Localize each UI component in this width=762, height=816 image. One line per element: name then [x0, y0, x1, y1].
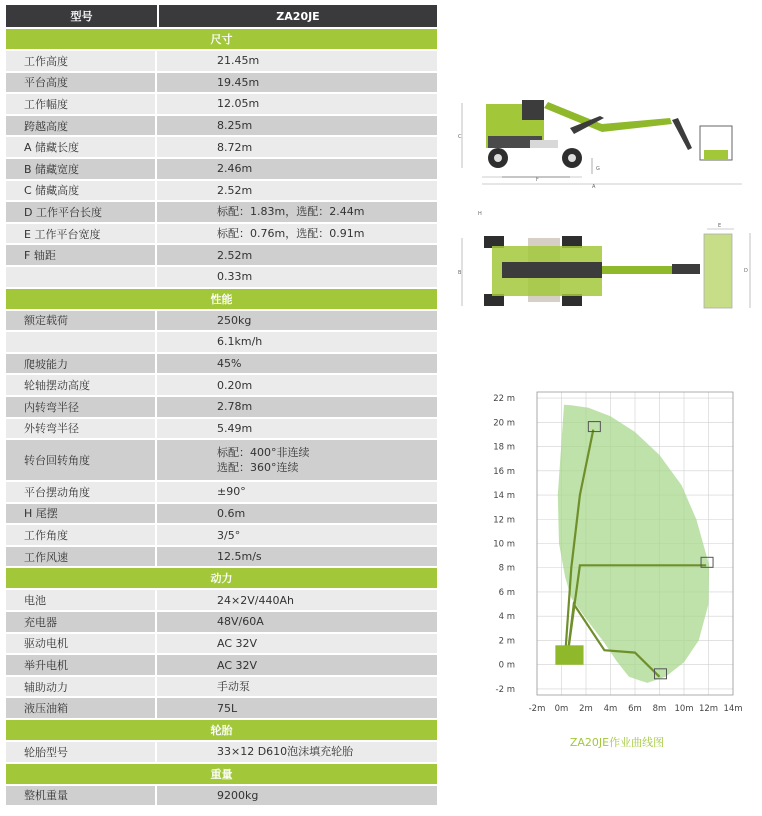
spec-value: 19.45m [157, 73, 437, 93]
spec-label: 驱动电机 [6, 634, 157, 654]
spec-value: 3/5° [157, 525, 437, 545]
machine-base [555, 645, 583, 664]
spec-label: 工作角度 [6, 525, 157, 545]
dim-label-g: G [596, 166, 600, 172]
spec-label: 电池 [6, 590, 157, 610]
spec-value: 0.20m [157, 375, 437, 395]
spec-value: 8.25m [157, 116, 437, 136]
spec-value: 手动泵 [157, 677, 437, 697]
spec-value: 0.6m [157, 504, 437, 524]
spec-value: 5.49m [157, 419, 437, 439]
spec-value: 48V/60A [157, 612, 437, 632]
table-row [6, 49, 437, 71]
y-tick-label: 12 m [493, 515, 515, 526]
x-tick-labels [529, 704, 743, 714]
spec-value: 24×2V/440Ah [157, 590, 437, 610]
spec-label: D 工作平台长度 [6, 202, 157, 222]
table-row [6, 696, 437, 718]
section-header: 重量 [6, 762, 437, 784]
header-model-label: 型号 [6, 5, 159, 27]
table-row [6, 92, 437, 114]
spec-label: 平台高度 [6, 73, 157, 93]
table-row [6, 373, 437, 395]
x-tick-label: 4m [603, 704, 618, 714]
spec-label: 液压油箱 [6, 698, 157, 718]
spec-value: AC 32V [157, 634, 437, 654]
table-row [6, 243, 437, 265]
y-tick-label: 4 m [498, 612, 515, 623]
spec-label: C 储藏高度 [6, 181, 157, 201]
spec-label: 额定载荷 [6, 311, 157, 331]
y-tick-label: 8 m [498, 563, 515, 574]
table-row [6, 653, 437, 675]
table-row [6, 523, 437, 545]
section-header: 动力 [6, 566, 437, 588]
spec-value: 2.52m [157, 245, 437, 265]
table-row [6, 588, 437, 610]
spec-label: 内转弯半径 [6, 397, 157, 417]
spec-label [6, 332, 157, 352]
spec-label: 举升电机 [6, 655, 157, 675]
spec-label: 平台摆动角度 [6, 482, 157, 502]
x-tick-label: 6m [628, 704, 642, 714]
section-header: 性能 [6, 287, 437, 309]
spec-value: 标配：400°非连续 选配：360°连续 [157, 440, 437, 480]
machine-drawings [452, 88, 757, 320]
chart-title: ZA20JE作业曲线图 [569, 736, 665, 749]
spec-label [6, 267, 157, 287]
dim-label-d: D [744, 268, 748, 274]
y-tick-label: 0 m [498, 660, 515, 671]
spec-label: 充电器 [6, 612, 157, 632]
spec-label: 整机重量 [6, 786, 157, 806]
table-row [6, 438, 437, 480]
table-row [6, 135, 437, 157]
table-row [6, 157, 437, 179]
spec-value: 0.33m [157, 267, 437, 287]
y-tick-label: 6 m [498, 587, 515, 598]
y-tick-label: 2 m [498, 636, 515, 647]
y-tick-label: 18 m [493, 442, 515, 453]
table-row [6, 610, 437, 632]
x-tick-label: 2m [579, 704, 593, 714]
spec-value: 12.5m/s [157, 547, 437, 567]
spec-value: 2.78m [157, 397, 437, 417]
table-row [6, 784, 437, 806]
x-tick-label: 12m [698, 704, 719, 714]
table-row [6, 675, 437, 697]
y-tick-label: 20 m [493, 418, 515, 429]
spec-value: 标配：1.83m，选配：2.44m [157, 202, 437, 222]
spec-value: 6.1km/h [157, 332, 437, 352]
spec-label: 工作幅度 [6, 94, 157, 114]
y-tick-label: 22 m [493, 394, 515, 405]
table-row [6, 265, 437, 287]
spec-value: 2.46m [157, 159, 437, 179]
x-tick-label: 10m [674, 704, 694, 714]
spec-label: H 尾摆 [6, 504, 157, 524]
dim-label-h: H [478, 211, 482, 217]
x-tick-label: 0m [554, 704, 569, 714]
spec-value: 9200kg [157, 786, 437, 806]
table-row [6, 114, 437, 136]
section-header: 轮胎 [6, 718, 437, 740]
spec-value: 标配：0.76m，选配：0.91m [157, 224, 437, 244]
spec-table [6, 5, 437, 805]
section-header: 尺寸 [6, 27, 437, 49]
header-model-value: ZA20JE [276, 9, 320, 23]
table-row [6, 309, 437, 331]
spec-label: 轮轴摆动高度 [6, 375, 157, 395]
table-row [6, 200, 437, 222]
top-view-drawing [458, 211, 750, 308]
spec-label: A 储藏长度 [6, 137, 157, 157]
spec-label: 转台回转角度 [6, 440, 157, 480]
table-row [6, 395, 437, 417]
dim-label-c: C [458, 134, 462, 140]
table-row [6, 352, 437, 374]
x-tick-label: -2m [528, 704, 546, 714]
side-view-drawing [458, 100, 742, 190]
spec-value: 250kg [157, 311, 437, 331]
y-tick-label: 10 m [493, 539, 515, 550]
table-row [6, 502, 437, 524]
spec-label: 外转弯半径 [6, 419, 157, 439]
table-row [6, 71, 437, 93]
table-row [6, 179, 437, 201]
table-row [6, 740, 437, 762]
spec-value: 45% [157, 354, 437, 374]
y-tick-labels [493, 394, 515, 695]
spec-label: 辅助动力 [6, 677, 157, 697]
y-tick-label: -2 m [495, 684, 515, 695]
spec-value: 12.05m [157, 94, 437, 114]
dim-label-b: B [458, 270, 462, 276]
dim-label-f: F [536, 177, 539, 183]
table-row [6, 222, 437, 244]
x-tick-label: 8m [652, 704, 667, 714]
spec-label: 工作高度 [6, 51, 157, 71]
spec-value: 33×12 D610泡沫填充轮胎 [157, 742, 437, 762]
spec-value: 2.52m [157, 181, 437, 201]
table-row [6, 480, 437, 502]
spec-label: E 工作平台宽度 [6, 224, 157, 244]
dim-label-e: E [718, 223, 722, 229]
spec-value: AC 32V [157, 655, 437, 675]
spec-sections [6, 27, 437, 805]
working-range-chart [480, 380, 762, 755]
dim-label-a: A [592, 184, 596, 190]
spec-label: 爬坡能力 [6, 354, 157, 374]
spec-label: B 储藏宽度 [6, 159, 157, 179]
spec-value: ±90° [157, 482, 437, 502]
table-row [6, 545, 437, 567]
spec-label: 跨越高度 [6, 116, 157, 136]
spec-label: 工作风速 [6, 547, 157, 567]
y-tick-label: 16 m [493, 466, 515, 477]
spec-label: F 轴距 [6, 245, 157, 265]
spec-value: 75L [157, 698, 437, 718]
table-row [6, 417, 437, 439]
spec-value: 8.72m [157, 137, 437, 157]
spec-value: 21.45m [157, 51, 437, 71]
x-tick-label: 14m [723, 704, 743, 714]
spec-label: 轮胎型号 [6, 742, 157, 762]
table-row [6, 632, 437, 654]
y-tick-label: 14 m [493, 491, 515, 502]
table-header [6, 5, 437, 27]
table-row [6, 330, 437, 352]
